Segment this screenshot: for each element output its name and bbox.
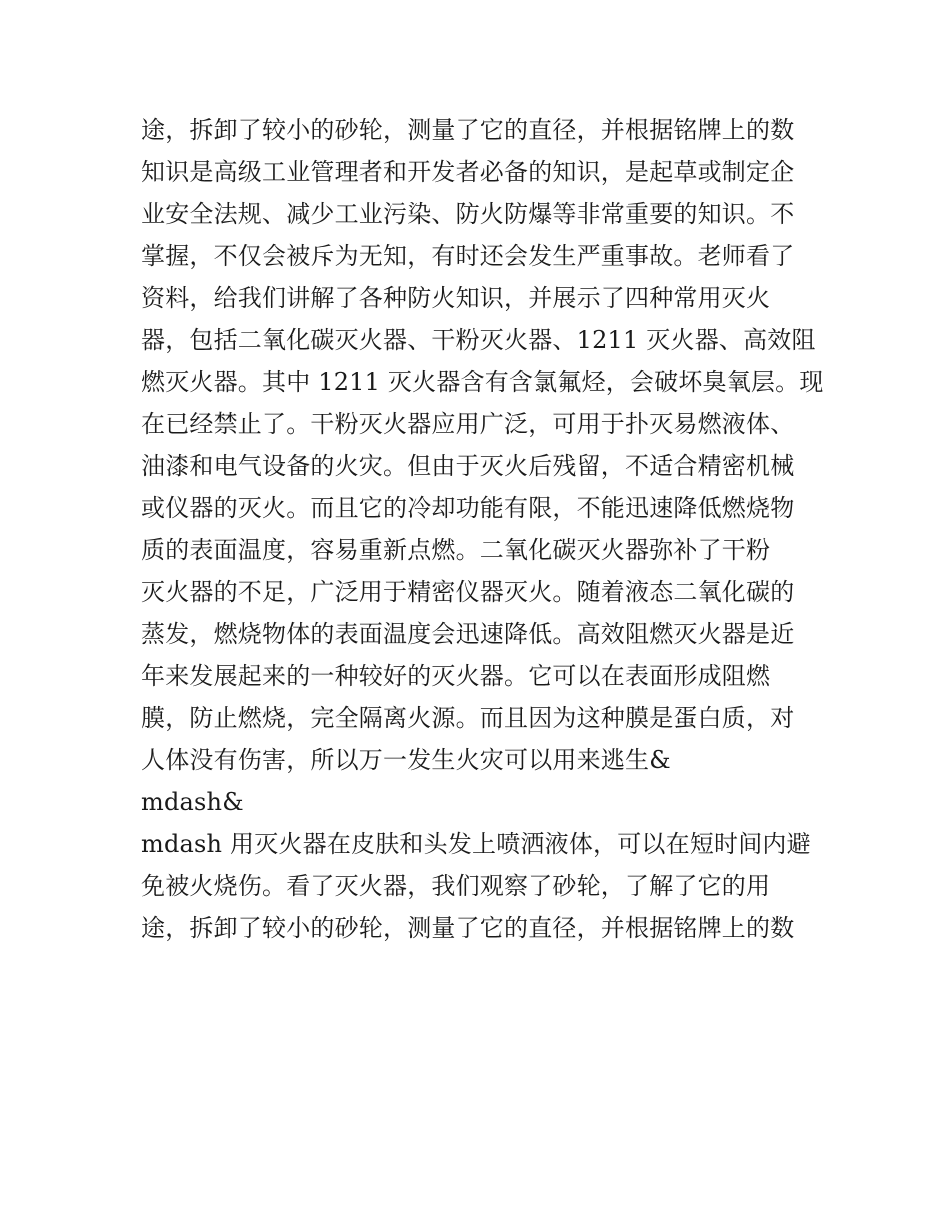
text-line: 或仪器的灭火。而且它的冷却功能有限，不能迅速降低燃烧物: [141, 494, 795, 522]
text-line: 质的表面温度，容易重新点燃。二氧化碳灭火器弥补了干粉: [141, 536, 771, 564]
text-line: 资料，给我们讲解了各种防火知识，并展示了四种常用灭火: [141, 284, 771, 312]
text-line: 途，拆卸了较小的砂轮，测量了它的直径，并根据铭牌上的数: [141, 914, 795, 942]
text-line: 燃灭火器。其中 1211 灭火器含有含氯氟烃，会破坏臭氧层。现: [141, 368, 824, 396]
text-line: 人体没有伤害，所以万一发生火灾可以用来逃生&: [141, 746, 671, 774]
text-line: 业安全法规、减少工业污染、防火防爆等非常重要的知识。不: [141, 200, 795, 228]
text-line: 蒸发，燃烧物体的表面温度会迅速降低。高效阻燃灭火器是近: [141, 620, 795, 648]
text-line: 年来发展起来的一种较好的灭火器。它可以在表面形成阻燃: [141, 662, 771, 690]
text-line: 知识是高级工业管理者和开发者必备的知识，是起草或制定企: [141, 158, 795, 186]
text-line: 途，拆卸了较小的砂轮，测量了它的直径，并根据铭牌上的数: [141, 116, 795, 144]
text-line: mdash&: [141, 788, 244, 816]
text-line: 在已经禁止了。干粉灭火器应用广泛，可用于扑灭易燃液体、: [141, 410, 795, 438]
text-line: 掌握，不仅会被斥为无知，有时还会发生严重事故。老师看了: [141, 242, 795, 270]
text-line: 器，包括二氧化碳灭火器、干粉灭火器、1211 灭火器、高效阻: [141, 326, 816, 354]
text-line: 免被火烧伤。看了灭火器，我们观察了砂轮，了解了它的用: [141, 872, 771, 900]
text-line: 油漆和电气设备的火灾。但由于灭火后残留，不适合精密机械: [141, 452, 795, 480]
body-text: [141, 109, 824, 949]
text-line: 膜，防止燃烧，完全隔离火源。而且因为这种膜是蛋白质，对: [141, 704, 795, 732]
text-line: 灭火器的不足，广泛用于精密仪器灭火。随着液态二氧化碳的: [141, 578, 795, 606]
text-line: mdash 用灭火器在皮肤和头发上喷洒液体，可以在短时间内避: [141, 830, 811, 858]
